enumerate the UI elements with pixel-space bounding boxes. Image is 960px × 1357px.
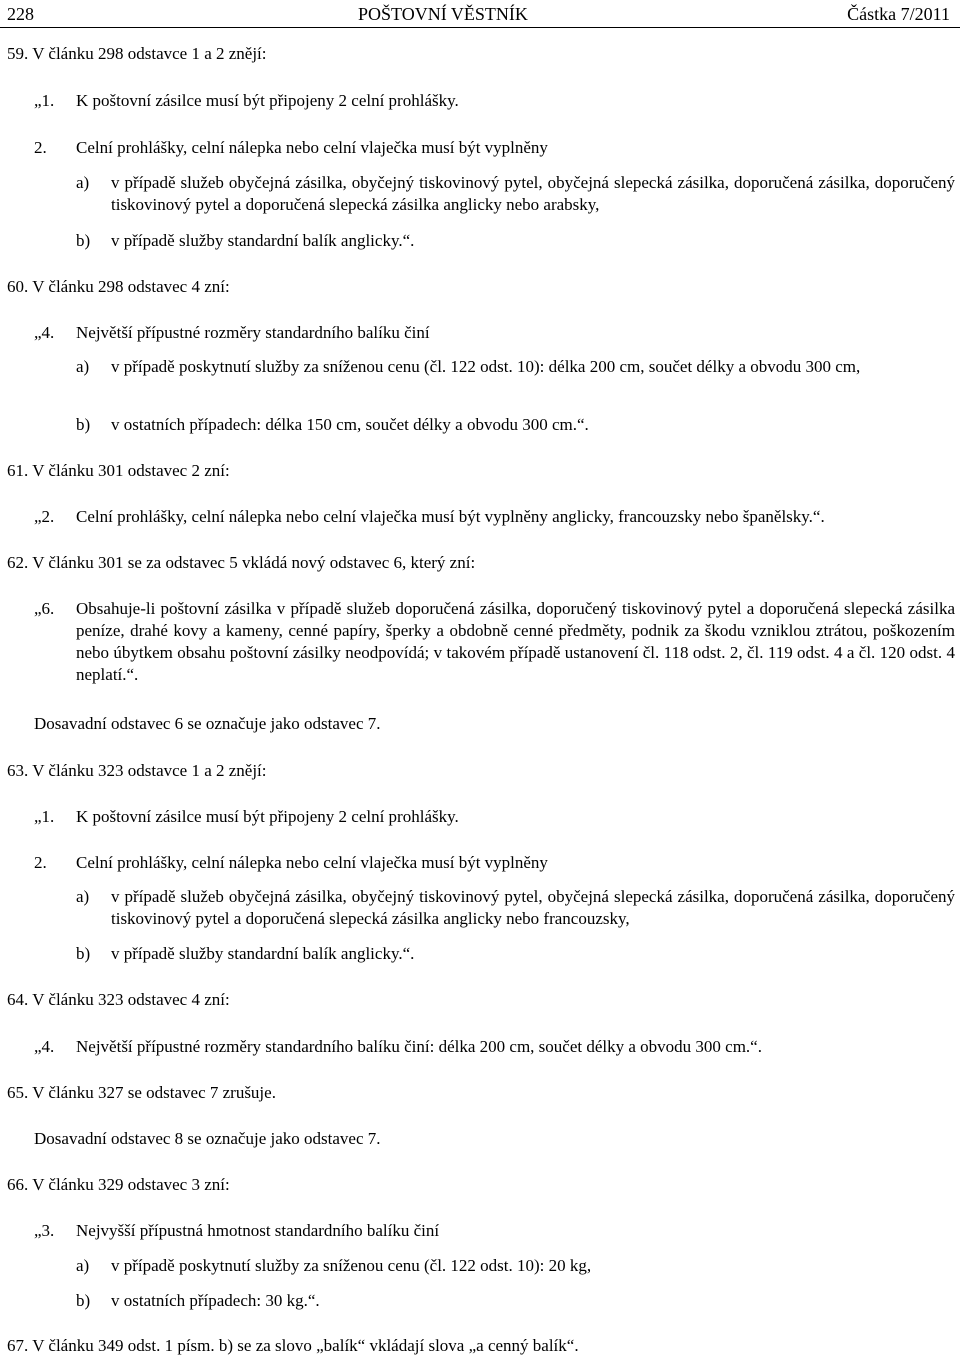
subpoint-text: v případě služeb obyčejná zásilka, obyčejný tiskovinový pytel, obyčejná slepecká zásilka, doporučená zásilka, doporučený tiskovinový pytel a doporučená slepecká zásilka anglicky nebo francouzsky, (111, 887, 955, 928)
section-heading-66: 66. V článku 329 odstavec 3 zní: (7, 1175, 230, 1194)
paragraph-number: „3. (34, 1221, 55, 1240)
paragraph-number: „4. (34, 1037, 55, 1056)
paragraph-text: Největší přípustné rozměry standardního balíku činí: délka 200 cm, součet délky a obvodu 300 cm.“. (76, 1037, 762, 1056)
paragraph-number: 2. (34, 853, 47, 872)
subpoint-text: v případě služby standardní balík anglicky.“. (111, 231, 415, 250)
page-number: 228 (7, 4, 34, 24)
paragraph-text: Obsahuje-li poštovní zásilka v případě služeb doporučená zásilka, doporučený tiskovinový pytel a doporučená slepecká zásilka peníze, drahé kovy a kameny, cenné papíry, šperky a obdobně cenné předměty, podnik za škodu vzniklou ztrátou, poškozením nebo úbytkem obsahu poštovní zásilky neodpovídá; v takovém případě ustanovení čl. 118 odst. 2, čl. 119 odst. 4 a čl. 120 odst. 4 neplatí.“. (76, 599, 955, 684)
paragraph-text: K poštovní zásilce musí být připojeny 2 celní prohlášky. (76, 807, 459, 826)
section-heading-61: 61. V článku 301 odstavec 2 zní: (7, 461, 230, 480)
section-heading-65: 65. V článku 327 se odstavec 7 zrušuje. (7, 1083, 276, 1102)
section-heading-64: 64. V článku 323 odstavec 4 zní: (7, 990, 230, 1009)
subpoint-label: b) (76, 231, 91, 250)
paragraph-text: K poštovní zásilce musí být připojeny 2 celní prohlášky. (76, 91, 459, 110)
paragraph-text: Největší přípustné rozměry standardního balíku činí (76, 323, 430, 342)
paragraph-number: „2. (34, 507, 55, 526)
section-heading-63: 63. V článku 323 odstavce 1 a 2 znějí: (7, 761, 267, 780)
renumbering-note: Dosavadní odstavec 6 se označuje jako odstavec 7. (34, 714, 381, 733)
subpoint-label: a) (76, 173, 90, 192)
paragraph-text: Celní prohlášky, celní nálepka nebo celní vlaječka musí být vyplněny (76, 853, 548, 872)
paragraph-number: „6. (34, 599, 55, 618)
subpoint-label: b) (76, 415, 91, 434)
subpoint-text: v ostatních případech: 30 kg.“. (111, 1291, 320, 1310)
paragraph-text: Nejvyšší přípustná hmotnost standardního balíku činí (76, 1221, 440, 1240)
subpoint-text: v případě poskytnutí služby za sníženou cenu (čl. 122 odst. 10): 20 kg, (111, 1256, 592, 1275)
section-heading-62: 62. V článku 301 se za odstavec 5 vkládá nový odstavec 6, který zní: (7, 553, 476, 572)
paragraph-text: Celní prohlášky, celní nálepka nebo celní vlaječka musí být vyplněny anglicky, francouzsky nebo španělsky.“. (76, 507, 825, 526)
subpoint-text: v ostatních případech: délka 150 cm, součet délky a obvodu 300 cm.“. (111, 415, 589, 434)
subpoint-text: v případě poskytnutí služby za sníženou cenu (čl. 122 odst. 10): délka 200 cm, součet délky a obvodu 300 cm, (111, 357, 861, 376)
subpoint-text: v případě služby standardní balík anglicky.“. (111, 944, 415, 963)
paragraph-number: „1. (34, 91, 55, 110)
renumbering-note: Dosavadní odstavec 8 se označuje jako odstavec 7. (34, 1129, 381, 1148)
subpoint-label: a) (76, 1256, 90, 1275)
subpoint-label: b) (76, 944, 91, 963)
paragraph-text: Celní prohlášky, celní nálepka nebo celní vlaječka musí být vyplněny (76, 138, 548, 157)
subpoint-label: b) (76, 1291, 91, 1310)
subpoint-text: v případě služeb obyčejná zásilka, obyčejný tiskovinový pytel, obyčejná slepecká zásilka, doporučená zásilka, doporučený tiskovinový pytel a doporučená slepecká zásilka anglicky nebo arabsky, (111, 173, 955, 214)
section-heading-59: 59. V článku 298 odstavce 1 a 2 znějí: (7, 44, 267, 63)
section-heading-60: 60. V článku 298 odstavec 4 zní: (7, 277, 230, 296)
paragraph-number: „1. (34, 807, 55, 826)
section-heading-67: 67. V článku 349 odst. 1 písm. b) se za slovo „balík“ vkládají slova „a cenný balík“. (7, 1336, 579, 1355)
paragraph-number: „4. (34, 323, 55, 342)
subpoint-label: a) (76, 887, 90, 906)
issue-label: Částka 7/2011 (847, 4, 950, 24)
journal-title: POŠTOVNÍ VĚSTNÍK (358, 4, 528, 24)
paragraph-number: 2. (34, 138, 47, 157)
header-rule (0, 27, 960, 28)
subpoint-label: a) (76, 357, 90, 376)
